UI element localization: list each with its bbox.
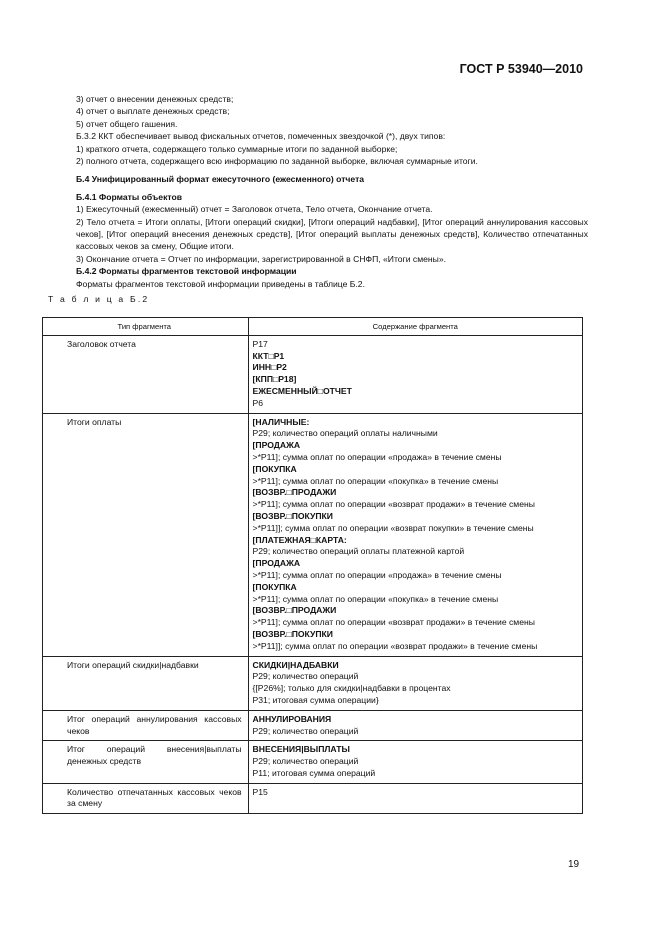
content-line: [ВОЗВР.□ПОКУПКИ [252, 510, 333, 521]
fragment-type-cell: Итоги операций скидки|надбавки [43, 656, 249, 710]
content-line: ККТ□P1 [252, 350, 285, 361]
content-line: [ПРОДАЖА [252, 558, 301, 569]
list-item: 3) отчет о внесении денежных средств; [76, 94, 234, 104]
fragment-type-cell: Итог операций аннулирования кассовых чеков [43, 710, 249, 741]
content-line: СКИДКИ|НАДБАВКИ [252, 659, 339, 670]
fragment-content-cell [248, 335, 582, 413]
content-line: >*P11]]; сумма оплат по операции «возврат продажи» в течение смены [252, 640, 538, 651]
content-line: ЕЖЕСМЕННЫЙ□ОТЧЕТ [252, 385, 352, 396]
fragment-type-cell: Заголовок отчета [43, 335, 249, 413]
fragment-content-cell [248, 710, 582, 741]
table-row [43, 710, 583, 741]
content-line: [ВОЗВР.□ПРОДАЖИ [252, 487, 337, 498]
content-line: P31; итоговая сумма операции} [252, 694, 379, 705]
content-line: >*P11]]; сумма оплат по операции «возврат покупки» в течение смены [252, 522, 534, 533]
table-row [43, 656, 583, 710]
paragraph: Форматы фрагментов текстовой информации приведены в таблице Б.2. [76, 278, 365, 289]
fragment-content-cell [248, 783, 582, 814]
document-id: ГОСТ Р 53940—2010 [459, 62, 583, 76]
table-row [43, 413, 583, 656]
content-line: >*P11]; сумма оплат по операции «продажа» в течение смены [252, 451, 502, 462]
content-line: [ПОКУПКА [252, 581, 297, 592]
content-line: [ПЛАТЕЖНАЯ□КАРТА: [252, 534, 347, 545]
content-line: [НАЛИЧНЫЕ: [252, 416, 310, 427]
content-line: >*P11]; сумма оплат по операции «возврат продажи» в течение смены [252, 499, 535, 510]
content-line: >*P11]; сумма оплат по операции «покупка» в течение смены [252, 475, 499, 486]
table-row [43, 783, 583, 814]
content-line: >*P11]; сумма оплат по операции «продажа» в течение смены [252, 569, 502, 580]
fragment-type-cell: Итоги оплаты [43, 413, 249, 656]
page-number: 19 [568, 859, 580, 870]
content-line: [ПОКУПКА [252, 463, 297, 474]
content-line: [ВОЗВР.□ПОКУПКИ [252, 628, 333, 639]
list-item: 4) отчет о выплате денежных средств; [76, 106, 230, 117]
content-line: {[P26%]; только для скидки|надбавки в процентах [252, 683, 451, 694]
content-line: ИНН□P2 [252, 362, 287, 373]
content-line: P15 [252, 786, 268, 797]
paragraph: 3) Окончание отчета = Отчет по информации, зарегистрированной в СНФП, «Итоги смены». [76, 253, 446, 264]
content-line: >*P11]; сумма оплат по операции «покупка» в течение смены [252, 593, 499, 604]
content-line: >*P11]; сумма оплат по операции «возврат продажи» в течение смены [252, 617, 535, 628]
col-header-type: Тип фрагмента [43, 318, 249, 336]
fragment-table [42, 317, 583, 814]
table-caption: Т а б л и ц а Б.2 [48, 294, 150, 304]
content-line: ВНЕСЕНИЯ|ВЫПЛАТЫ [252, 744, 350, 755]
paragraph: 2) Тело отчета = Итоги оплаты, [Итоги операций скидки], [Итоги операций надбавки], [Итог операций аннулирования кассовых чеков], [Итог операций внесения денежных средств], [Итог операций выплаты денежных средств], Количество отпечатанных кассовых чеков за смену, Общие итоги. [76, 216, 588, 252]
heading-b41: Б.4.1 Форматы объектов [76, 191, 182, 202]
col-header-content: Содержание фрагмента [248, 318, 582, 336]
body-text [76, 93, 588, 290]
fragment-type-cell: Количество отпечатанных кассовых чеков за смену [43, 783, 249, 814]
table-header-row [43, 318, 583, 336]
content-line: P29; количество операций оплаты наличными [252, 428, 438, 439]
content-line: P17 [252, 338, 268, 349]
table-row [43, 741, 583, 783]
fragment-content-cell [248, 413, 582, 656]
heading-b42: Б.4.2 Форматы фрагментов текстовой информации [76, 266, 297, 277]
fragment-content-cell [248, 656, 582, 710]
table-row [43, 335, 583, 413]
content-line: P29; количество операций [252, 725, 359, 736]
list-item: 1) краткого отчета, содержащего только суммарные итоги по заданной выборке; [76, 143, 398, 154]
content-line: АННУЛИРОВАНИЯ [252, 713, 332, 724]
content-line: P29; количество операций оплаты платежной картой [252, 546, 465, 557]
content-line: P29; количество операций [252, 756, 359, 767]
paragraph-b32: Б.3.2 ККТ обеспечивает вывод фискальных отчетов, помеченных звездочкой (*), двух типов: [76, 131, 446, 142]
content-line: P29; количество операций [252, 671, 359, 682]
content-line: P6 [252, 397, 264, 408]
heading-b4: Б.4 Унифицированный формат ежесуточного (ежесменного) отчета [76, 174, 365, 185]
content-line: [ПРОДАЖА [252, 440, 301, 451]
list-item: 5) отчет общего гашения. [76, 118, 178, 129]
fragment-content-cell [248, 741, 582, 783]
paragraph: 1) Ежесуточный (ежесменный) отчет = Заголовок отчета, Тело отчета, Окончание отчета. [76, 204, 433, 215]
list-item: 2) полного отчета, содержащего всю информацию по заданной выборке, включая суммарные итоги. [76, 156, 478, 167]
content-line: [КПП□P18] [252, 374, 297, 385]
fragment-type-cell: Итог операций внесения|выплаты денежных средств [43, 741, 249, 783]
content-line: [ВОЗВР.□ПРОДАЖИ [252, 605, 337, 616]
content-line: P11; итоговая сумма операций [252, 767, 376, 778]
